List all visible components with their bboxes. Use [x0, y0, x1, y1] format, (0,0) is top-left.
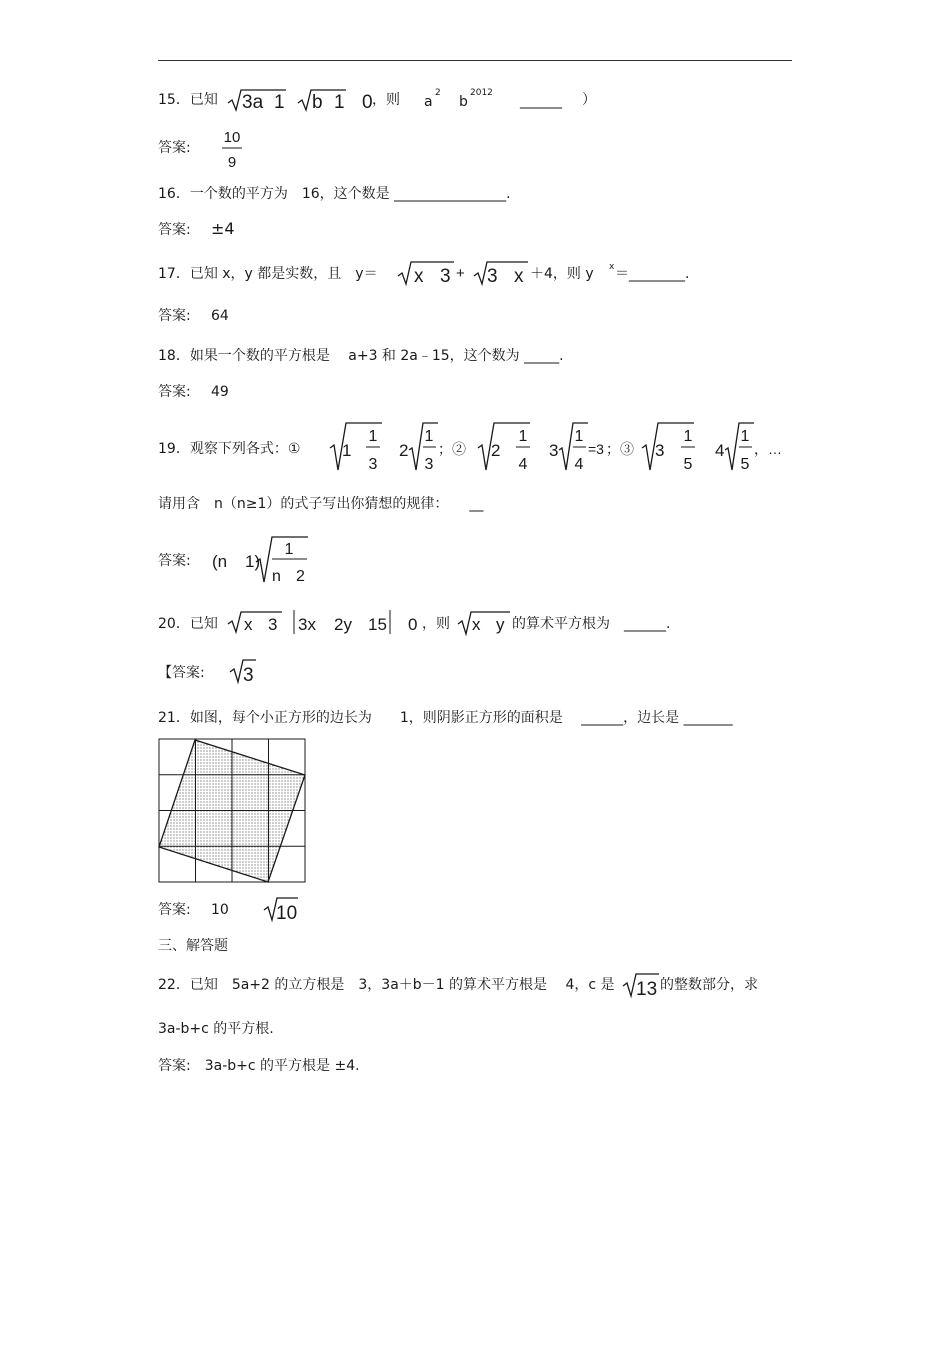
q22-root: [623, 972, 663, 1000]
q19-f3-whole: 3: [655, 441, 665, 460]
a19-pre: (n: [212, 552, 228, 571]
a21-label: 答案:: [158, 902, 191, 918]
q20-rad2-a: x: [472, 615, 481, 634]
q17-rad1-b: 3: [440, 266, 451, 287]
q17-label: 17．已知 x，y 都是实数，且 y＝: [158, 266, 378, 282]
q15-b-exp: 2012: [470, 88, 493, 98]
q15-radicals: [228, 88, 388, 114]
a18-value: 49: [211, 384, 229, 400]
a19-formula: [212, 534, 322, 588]
a16-label: 答案:: [158, 222, 191, 238]
q21-figure: [158, 738, 308, 884]
q19-f3-den: 5: [683, 456, 693, 473]
q15-rad1-b: 1: [274, 92, 285, 113]
q15-a-exp: 2: [435, 88, 441, 98]
q20-tail: 的算术平方根为 ______.: [512, 616, 671, 632]
q19-f2-whole: 2: [491, 441, 501, 460]
q15-rad2-b: 1: [334, 92, 345, 113]
a22-text: 答案: 3a-b+c 的平方根是 ±4.: [158, 1058, 360, 1074]
q19-f1-num2: 1: [424, 428, 434, 445]
q20-label: 20．已知: [158, 616, 218, 632]
q19-f2-coef: 3: [549, 441, 559, 460]
q19-f2-eq: =3: [588, 441, 604, 457]
q19-f1-den2: 3: [424, 456, 434, 473]
q15-a: a: [424, 94, 433, 110]
q18-text: 18．如果一个数的平方根是 a+3 和 2a﹣15，这个数为 _____.: [158, 348, 564, 364]
q19-f2-sep: ；③: [606, 441, 634, 457]
a15-label: 答案:: [158, 140, 191, 156]
q19-f1-whole: 1: [342, 441, 352, 460]
q19-f1-den: 3: [368, 456, 378, 473]
a20-label: 【答案:: [158, 665, 205, 681]
q15-zero: 0: [362, 92, 373, 113]
q19-line2: 请用含 n（n≥1）的式子写出你猜想的规律： __: [158, 496, 484, 512]
q19-f3-num2: 1: [740, 428, 750, 445]
q15-then: ，则: [372, 92, 400, 108]
q20-abs-b: 2y: [334, 615, 352, 634]
q15-label: 15．已知: [158, 92, 218, 108]
a20-root: [230, 658, 260, 686]
q20-rad1-b: 3: [268, 615, 278, 634]
a21-area: 10: [211, 902, 229, 918]
q20-abs-a: 3x: [298, 615, 316, 634]
a21-side-root: [264, 896, 304, 924]
q19-f1-sep: ；②: [438, 441, 466, 457]
q19-f2-num: 1: [518, 428, 528, 445]
q19-f2-den2: 4: [574, 456, 584, 473]
q19-f3-num: 1: [683, 428, 693, 445]
q22-line2: 3a-b+c 的平方根.: [158, 1021, 274, 1037]
a19-one: 1): [245, 552, 261, 571]
q20-zero: 0: [408, 615, 418, 634]
q19-f3-sep: ，…: [754, 441, 782, 457]
q19-formulas: [326, 420, 796, 480]
q17-end: ＝________.: [615, 266, 690, 282]
q19-f1-num: 1: [368, 428, 378, 445]
q17-rad2-b: x: [514, 266, 524, 287]
q22-pre: 22．已知 5a+2 的立方根是 3，3a＋b－1 的算术平方根是 4，c 是: [158, 977, 615, 993]
a20-value: 3: [243, 665, 254, 686]
q19-f2-num2: 1: [574, 428, 584, 445]
q17-plus: +: [456, 265, 465, 282]
q15-rad1-a: 3a: [242, 92, 264, 113]
q15-paren: ）: [582, 92, 596, 108]
q20-mid: ，则: [422, 615, 450, 631]
a19-num: 1: [284, 541, 294, 558]
q15-b: b: [459, 94, 468, 110]
q15-rad2-a: b: [312, 92, 323, 113]
q20-formula: [228, 610, 518, 640]
q19-f3-coef: 4: [715, 441, 725, 460]
q16-text: 16．一个数的平方为 16，这个数是 ________________.: [158, 186, 511, 202]
q21-grid: [159, 739, 305, 882]
q17-exp: x: [609, 262, 615, 272]
q17-tail: ＋4，则 y: [530, 266, 594, 282]
q17-radicals: [398, 260, 538, 290]
q19-f2-den: 4: [518, 456, 528, 473]
a19-label: 答案:: [158, 553, 191, 569]
q17-rad1-a: x: [414, 266, 424, 287]
q21-text: 21．如图，每个小正方形的边长为 1，则阴影正方形的面积是 ______，边长是 _______: [158, 710, 733, 726]
q20-abs-c: 15: [368, 615, 387, 634]
q15-blank: ______: [520, 93, 562, 109]
q19-label: 19．观察下列各式：①: [158, 441, 301, 457]
q19-f3-den2: 5: [740, 456, 750, 473]
q20-rad1-a: x: [244, 615, 253, 634]
q22-root-value: 13: [636, 979, 658, 1000]
a18-label: 答案:: [158, 384, 191, 400]
q20-rad2-b: y: [496, 615, 505, 634]
a19-den-2: 2: [296, 568, 305, 585]
a15-num: 10: [223, 129, 241, 146]
a21-side: 10: [276, 903, 298, 924]
a17-value: 64: [211, 308, 229, 324]
a15-den: 9: [227, 154, 237, 171]
q19-f1-coef: 2: [399, 441, 409, 460]
q22-post: 的整数部分，求: [660, 977, 758, 993]
q17-rad2-a: 3: [487, 266, 498, 287]
a17-label: 答案:: [158, 308, 191, 324]
a15-fraction: [218, 126, 248, 172]
a16-value: ±4: [211, 219, 235, 238]
section-heading: 三、解答题: [158, 938, 228, 954]
header-rule: [158, 60, 792, 61]
a19-den-n: n: [272, 568, 281, 585]
